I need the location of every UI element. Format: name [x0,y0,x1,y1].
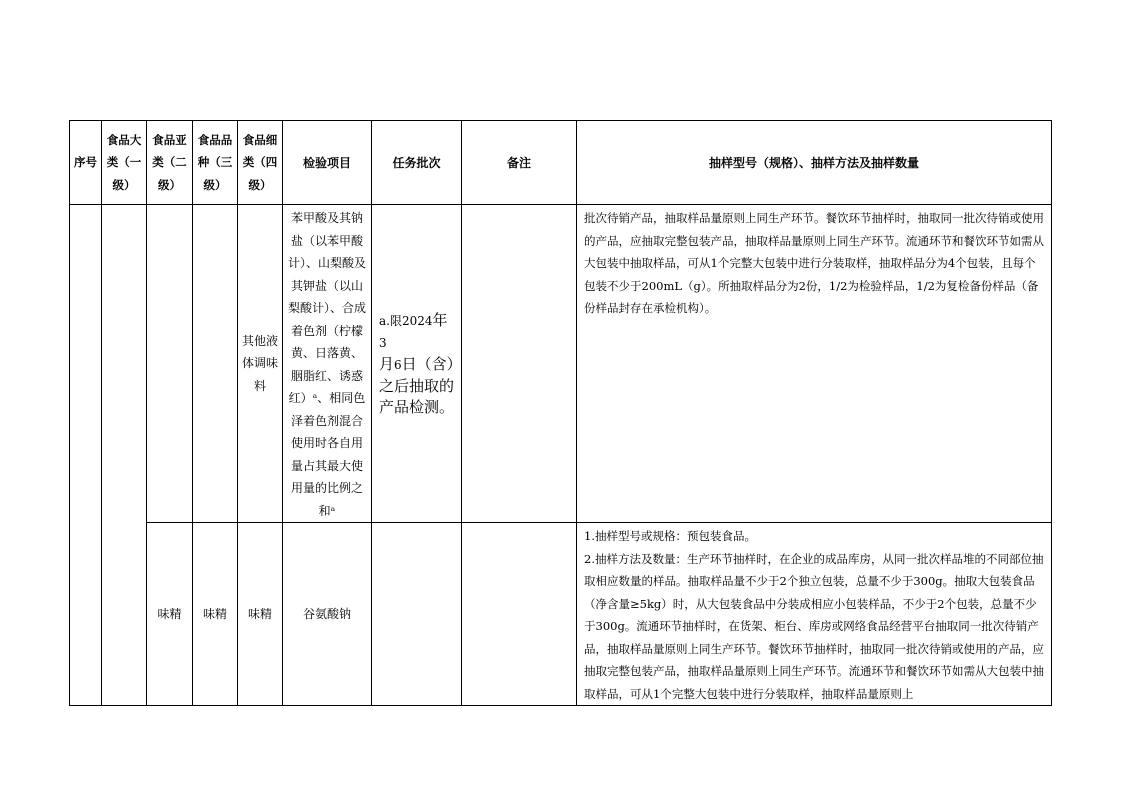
cell-test-items: 谷氨酸钠 [283,523,372,706]
header-test-items: 检验项目 [283,121,372,205]
cell-test-items: 苯甲酸及其钠盐（以苯甲酸计）、山梨酸及其钾盐（以山梨酸计）、合成着色剂（柠檬黄、日落黄、胭脂红、诱惑红）ᵃ、相同色泽着色剂混合使用时各自用量占其最大使用量的比例之和ᵃ [283,205,372,523]
method-line-2: 2.抽样方法及数量：生产环节抽样时，在企业的成品库房，从同一批次样品堆的不同部位抽取相应数量的样品。抽取样品量不少于2个独立包装，总量不少于300g。抽取大包装食品（净含量≥5kg）时，从大包装食品中分装成相应小包装样品，不少于2个包装，总量不少于300g。流通环节抽样时，在货架、柜台、库房或网络食品经营平台抽取同一批次待销产品，抽取样品量原则上同生产环节。餐饮环节抽样时，抽取同一批次待销或使用的产品，应抽取完整包装产品，抽取样品量原则上同生产环节。流通环节和餐饮环节如需从大包装中抽取样品，可从1个完整大包装中进行分装取样，抽取样品量原则上 [584,551,1044,701]
cell-category-2 [147,205,193,523]
cell-category-4: 味精 [238,523,283,706]
cell-category-4: 其他液体调味料 [238,205,283,523]
batch-day: 6 [394,357,402,372]
header-seq: 序号 [70,121,102,205]
header-category-4: 食品细类（四级） [238,121,283,205]
cell-category-3 [193,205,238,523]
cell-sampling-method: 批次待销产品，抽取样品量原则上同生产环节。餐饮环节抽样时，抽取同一批次待销或使用的产品，应抽取完整包装产品，抽取样品量原则上同生产环节。流通环节和餐饮环节如需从大包装中抽取样品，可从1个完整大包装中进行分装取样，抽取样品分为4个包装，且每个包装不少于200mL（g）。所抽取样品分为2份，1/2为检验样品，1/2为复检备份样品（备份样品封存在承检机构）。 [577,205,1052,523]
method-line-1: 1.抽样型号或规格：预包装食品。 [584,529,756,543]
cell-notes [462,523,577,706]
header-category-3: 食品品种（三级） [193,121,238,205]
batch-year: 2024 [401,313,433,328]
table-row [70,205,1052,523]
header-category-2: 食品亚类（二级） [147,121,193,205]
table-row [70,523,1052,706]
batch-year-char: 年 [432,310,448,329]
header-category-1: 食品大类（一级） [102,121,147,205]
sampling-table [69,120,1052,706]
cell-seq [70,205,102,706]
cell-category-3: 味精 [193,523,238,706]
cell-task-batch [372,205,462,523]
batch-rest: 日（含）之后抽取的产品检测。 [379,354,455,416]
header-sampling-method: 抽样型号（规格）、抽样方法及抽样数量 [577,121,1052,205]
cell-category-1 [102,205,147,706]
cell-sampling-method [577,523,1052,706]
header-task-batch: 任务批次 [372,121,462,205]
header-row [70,121,1052,205]
batch-month-char: 月 [379,354,395,373]
batch-month: 3 [379,335,387,350]
cell-category-2: 味精 [147,523,193,706]
header-notes: 备注 [462,121,577,205]
cell-task-batch [372,523,462,706]
cell-notes [462,205,577,523]
batch-prefix: a.限 [379,313,402,328]
